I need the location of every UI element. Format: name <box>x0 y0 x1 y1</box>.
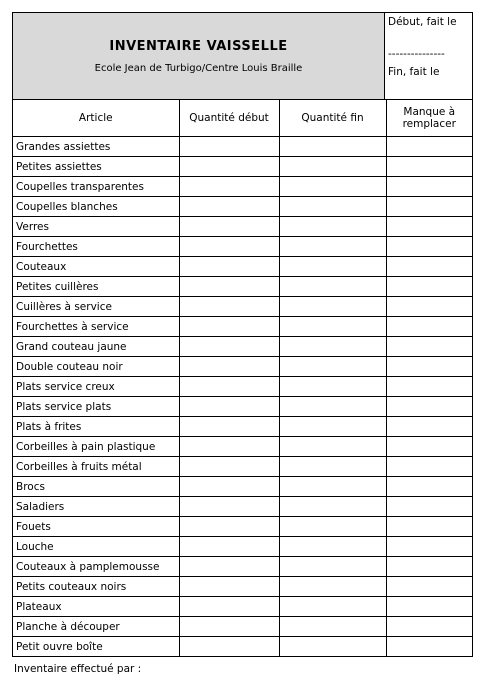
end-quantity-cell <box>279 277 386 297</box>
table-row <box>13 617 472 637</box>
table-row <box>13 177 472 197</box>
article-cell: Fourchettes <box>13 237 179 257</box>
missing-cell <box>386 577 472 597</box>
article-cell: Cuillères à service <box>13 297 179 317</box>
missing-cell <box>386 497 472 517</box>
article-cell: Corbeilles à fruits métal <box>13 457 179 477</box>
article-cell: Petits couteaux noirs <box>13 577 179 597</box>
document-title: INVENTAIRE VAISSELLE <box>109 38 288 54</box>
article-cell: Couteaux <box>13 257 179 277</box>
missing-cell <box>386 197 472 217</box>
start-quantity-cell <box>179 297 279 317</box>
article-cell: Petit ouvre boîte <box>13 637 179 657</box>
table-row <box>13 477 472 497</box>
table-row <box>13 237 472 257</box>
table-row <box>13 157 472 177</box>
table-row <box>13 497 472 517</box>
article-cell: Brocs <box>13 477 179 497</box>
end-quantity-cell <box>279 177 386 197</box>
article-cell: Plats service plats <box>13 397 179 417</box>
missing-cell <box>386 257 472 277</box>
end-quantity-cell <box>279 357 386 377</box>
start-quantity-cell <box>179 457 279 477</box>
table-row <box>13 577 472 597</box>
missing-cell <box>386 357 472 377</box>
article-cell: Saladiers <box>13 497 179 517</box>
table-row <box>13 317 472 337</box>
end-quantity-cell <box>279 557 386 577</box>
end-quantity-cell <box>279 397 386 417</box>
missing-cell <box>386 237 472 257</box>
start-quantity-cell <box>179 617 279 637</box>
missing-cell <box>386 397 472 417</box>
table-row <box>13 297 472 317</box>
article-cell: Coupelles blanches <box>13 197 179 217</box>
article-cell: Couteaux à pamplemousse <box>13 557 179 577</box>
end-quantity-cell <box>279 197 386 217</box>
end-quantity-cell <box>279 257 386 277</box>
end-quantity-cell <box>279 437 386 457</box>
table-row <box>13 197 472 217</box>
missing-cell <box>386 337 472 357</box>
missing-cell <box>386 617 472 637</box>
article-cell: Grandes assiettes <box>13 137 179 157</box>
end-quantity-cell <box>279 317 386 337</box>
missing-cell <box>386 277 472 297</box>
article-cell: Plats à frites <box>13 417 179 437</box>
missing-cell <box>386 177 472 197</box>
missing-cell <box>386 557 472 577</box>
start-date-label: Début, fait le <box>388 16 457 28</box>
table-header-row <box>13 100 472 137</box>
date-separator: --------------- <box>388 48 445 60</box>
missing-cell <box>386 217 472 237</box>
start-quantity-cell <box>179 477 279 497</box>
missing-cell <box>386 417 472 437</box>
article-cell: Fourchettes à service <box>13 317 179 337</box>
end-quantity-cell <box>279 577 386 597</box>
start-quantity-cell <box>179 537 279 557</box>
column-header-article: Article <box>13 100 179 137</box>
start-quantity-cell <box>179 357 279 377</box>
article-cell: Plateaux <box>13 597 179 617</box>
start-quantity-cell <box>179 417 279 437</box>
start-quantity-cell <box>179 177 279 197</box>
article-cell: Petites assiettes <box>13 157 179 177</box>
missing-cell <box>386 477 472 497</box>
article-cell: Verres <box>13 217 179 237</box>
end-quantity-cell <box>279 417 386 437</box>
start-quantity-cell <box>179 597 279 617</box>
end-quantity-cell <box>279 237 386 257</box>
table-row <box>13 537 472 557</box>
end-quantity-cell <box>279 157 386 177</box>
missing-cell <box>386 297 472 317</box>
column-header-end-quantity: Quantité fin <box>279 100 386 137</box>
table-row <box>13 517 472 537</box>
missing-cell <box>386 517 472 537</box>
table-row <box>13 217 472 237</box>
table-row <box>13 637 472 657</box>
table-row <box>13 597 472 617</box>
table-row <box>13 557 472 577</box>
end-quantity-cell <box>279 517 386 537</box>
end-quantity-cell <box>279 497 386 517</box>
article-cell: Fouets <box>13 517 179 537</box>
table-row <box>13 277 472 297</box>
article-cell: Petites cuillères <box>13 277 179 297</box>
start-quantity-cell <box>179 237 279 257</box>
start-quantity-cell <box>179 517 279 537</box>
table-row <box>13 457 472 477</box>
end-quantity-cell <box>279 537 386 557</box>
date-block <box>385 13 472 99</box>
end-quantity-cell <box>279 297 386 317</box>
start-quantity-cell <box>179 317 279 337</box>
column-header-missing: Manque à remplacer <box>386 100 472 137</box>
start-quantity-cell <box>179 337 279 357</box>
start-quantity-cell <box>179 437 279 457</box>
table-row <box>13 437 472 457</box>
inventory-table <box>13 100 472 656</box>
end-quantity-cell <box>279 457 386 477</box>
table-row <box>13 377 472 397</box>
end-quantity-cell <box>279 617 386 637</box>
column-header-start-quantity: Quantité début <box>179 100 279 137</box>
article-cell: Grand couteau jaune <box>13 337 179 357</box>
start-quantity-cell <box>179 397 279 417</box>
form-header <box>13 13 472 100</box>
end-quantity-cell <box>279 377 386 397</box>
missing-cell <box>386 437 472 457</box>
article-cell: Planche à découper <box>13 617 179 637</box>
start-quantity-cell <box>179 257 279 277</box>
end-quantity-cell <box>279 477 386 497</box>
inventory-by-label: Inventaire effectué par : <box>14 663 142 675</box>
start-quantity-cell <box>179 557 279 577</box>
start-quantity-cell <box>179 497 279 517</box>
missing-cell <box>386 157 472 177</box>
start-quantity-cell <box>179 637 279 657</box>
article-cell: Plats service creux <box>13 377 179 397</box>
end-quantity-cell <box>279 597 386 617</box>
table-row <box>13 357 472 377</box>
end-date-label: Fin, fait le <box>388 66 440 78</box>
end-quantity-cell <box>279 217 386 237</box>
article-cell: Double couteau noir <box>13 357 179 377</box>
table-row <box>13 417 472 437</box>
missing-cell <box>386 637 472 657</box>
inventory-form <box>12 12 473 657</box>
start-quantity-cell <box>179 377 279 397</box>
table-row <box>13 137 472 157</box>
end-quantity-cell <box>279 137 386 157</box>
article-cell: Coupelles transparentes <box>13 177 179 197</box>
end-quantity-cell <box>279 637 386 657</box>
end-quantity-cell <box>279 337 386 357</box>
missing-cell <box>386 537 472 557</box>
start-quantity-cell <box>179 277 279 297</box>
missing-cell <box>386 457 472 477</box>
missing-cell <box>386 597 472 617</box>
missing-cell <box>386 317 472 337</box>
table-row <box>13 397 472 417</box>
table-row <box>13 257 472 277</box>
start-quantity-cell <box>179 157 279 177</box>
start-quantity-cell <box>179 137 279 157</box>
start-quantity-cell <box>179 217 279 237</box>
missing-cell <box>386 137 472 157</box>
article-cell: Louche <box>13 537 179 557</box>
header-title-block <box>13 13 385 99</box>
start-quantity-cell <box>179 197 279 217</box>
document-subtitle: Ecole Jean de Turbigo/Centre Louis Braille <box>94 62 303 74</box>
table-row <box>13 337 472 357</box>
start-quantity-cell <box>179 577 279 597</box>
missing-cell <box>386 377 472 397</box>
article-cell: Corbeilles à pain plastique <box>13 437 179 457</box>
